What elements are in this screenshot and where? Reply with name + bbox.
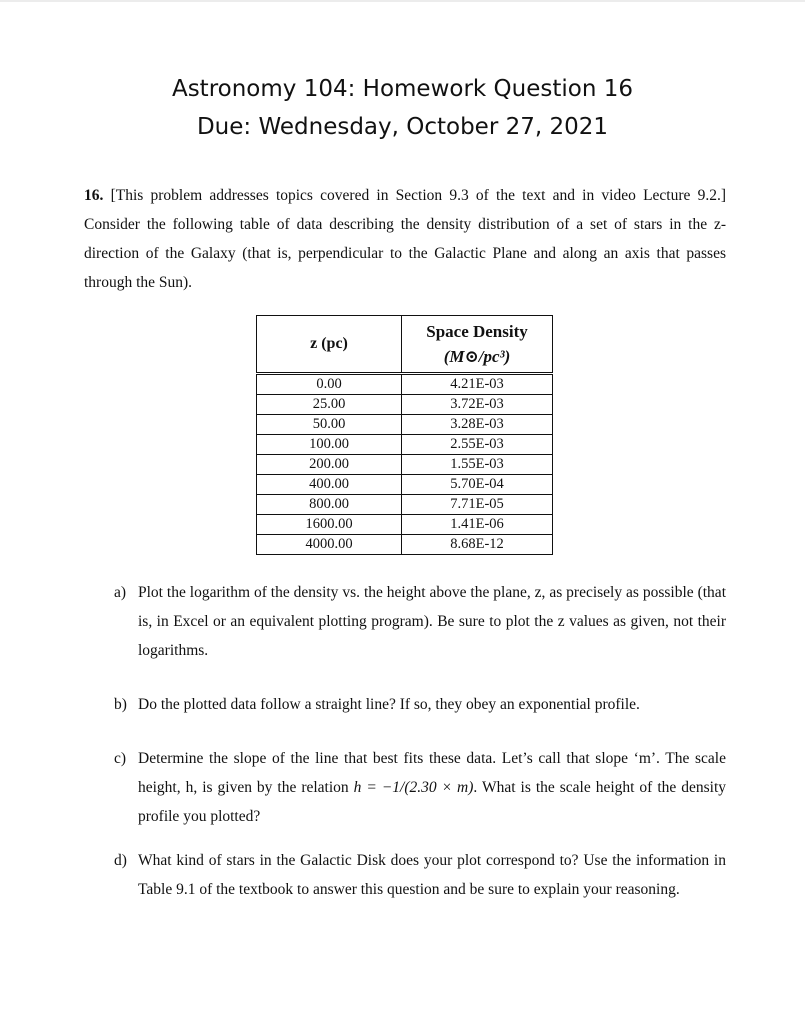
table-header-row (257, 316, 553, 374)
density-cell: 3.28E-03 (402, 415, 553, 435)
question-a (114, 578, 726, 665)
question-b (114, 690, 726, 719)
density-cell: 1.55E-03 (402, 455, 553, 475)
question-b-text: Do the plotted data follow a straight line? If so, they obey an exponential profile. (138, 696, 640, 713)
problem-number: 16. (84, 187, 104, 204)
table-row (257, 495, 553, 515)
table-row (257, 535, 553, 555)
table-row (257, 455, 553, 475)
header-density-units: (M⊙/pc³) (443, 347, 511, 366)
density-cell: 5.70E-04 (402, 475, 553, 495)
question-d (114, 846, 726, 904)
table-row (257, 475, 553, 495)
z-cell: 4000.00 (257, 535, 402, 555)
problem-intro (84, 181, 726, 297)
z-cell: 0.00 (257, 374, 402, 395)
table-row (257, 415, 553, 435)
table-row (257, 374, 553, 395)
z-cell: 50.00 (257, 415, 402, 435)
density-cell: 3.72E-03 (402, 395, 553, 415)
question-c-label: c) (114, 750, 127, 767)
density-cell: 1.41E-06 (402, 515, 553, 535)
density-cell: 7.71E-05 (402, 495, 553, 515)
question-c-text (138, 744, 726, 831)
question-b-label: b) (114, 696, 127, 713)
z-cell: 800.00 (257, 495, 402, 515)
question-c-text-after: . What is the scale height of the density profile you plotted? (138, 779, 727, 825)
question-a-label: a) (114, 584, 127, 601)
page-title: Astronomy 104: Homework Question 16 (171, 76, 634, 102)
header-z: z (pc) (257, 316, 402, 374)
z-cell: 25.00 (257, 395, 402, 415)
table-row (257, 395, 553, 415)
header (0, 70, 805, 146)
question-a-text: Plot the logarithm of the density vs. the height above the plane, z, as precisely as possible (that is, in Excel or an equivalent plotting program). Be sure to plot the z values as given, not their logarithms. (138, 584, 726, 659)
z-cell: 200.00 (257, 455, 402, 475)
scale-height-formula: h = −1/(2.30 × m) (353, 779, 474, 796)
density-cell: 8.68E-12 (402, 535, 553, 555)
due-date: Due: Wednesday, October 27, 2021 (196, 114, 609, 140)
density-table (256, 315, 553, 555)
z-cell: 400.00 (257, 475, 402, 495)
z-cell: 100.00 (257, 435, 402, 455)
density-cell: 2.55E-03 (402, 435, 553, 455)
question-d-text: What kind of stars in the Galactic Disk does your plot correspond to? Use the information in Table 9.1 of the textbook to answer this question and be sure to explain your reasoning. (138, 852, 726, 898)
question-c (114, 744, 726, 831)
z-cell: 1600.00 (257, 515, 402, 535)
table-row (257, 515, 553, 535)
question-c-text-before: Determine the slope of the line that best fits these data. Let’s call that slope ‘m’. The scale height, h, is given by the relation (138, 750, 726, 796)
page-top-edge (0, 0, 805, 2)
header-density-label: Space Density (426, 322, 528, 341)
question-d-label: d) (114, 852, 127, 869)
density-cell: 4.21E-03 (402, 374, 553, 395)
header-density (402, 316, 553, 374)
table-row (257, 435, 553, 455)
problem-text: [This problem addresses topics covered in Section 9.3 of the text and in video Lecture 9.2.] Consider the following table of data describing the density distribution of a set of stars in the z-direction of the Galaxy (that is, perpendicular to the Galactic Plane and along an axis that passes through the Sun). (84, 187, 727, 291)
